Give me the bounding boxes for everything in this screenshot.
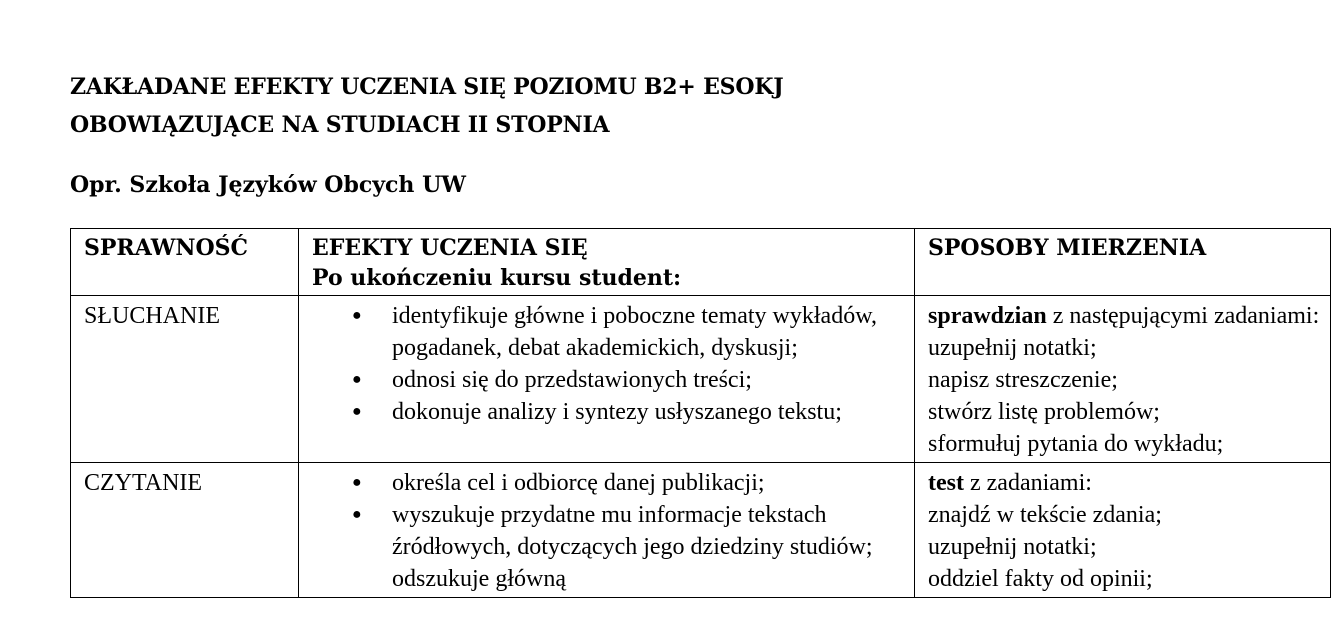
header-effects-line-1: EFEKTY UCZENIA SIĘ xyxy=(312,235,588,261)
header-effects-line-2: Po ukończeniu kursu student: xyxy=(312,265,682,291)
methods-line: napisz streszczenie; xyxy=(928,367,1118,393)
header-effects xyxy=(299,229,915,296)
methods-line: sformułuj pytania do wykładu; xyxy=(928,431,1224,457)
table-row xyxy=(71,463,1331,598)
title-line-2: OBOWIĄZUJĄCE NA STUDIACH II STOPNIA xyxy=(70,112,610,138)
title-line-1: ZAKŁADANE EFEKTY UCZENIA SIĘ POZIOMU B2+ ESOKJ xyxy=(70,74,784,100)
methods-line: stwórz listę problemów; xyxy=(928,399,1160,425)
document-title xyxy=(70,68,783,144)
skill-cell: SŁUCHANIE xyxy=(71,296,299,463)
effects-cell xyxy=(299,296,915,463)
methods-cell xyxy=(915,463,1331,598)
list-item: ● odnosi się do przedstawionych treści; xyxy=(342,364,904,396)
methods-line: znajdź w tekście zdania; xyxy=(928,502,1162,528)
header-skill: SPRAWNOŚĆ xyxy=(71,229,299,296)
methods-bold: sprawdzian xyxy=(928,303,1047,329)
learning-outcomes-table xyxy=(70,228,1331,598)
list-item: ● wyszukuje przydatne mu informacje tekstach źródłowych, dotyczących jego dziedziny studiów; odszukuje główną xyxy=(342,499,904,595)
document-subtitle: Opr. Szkoła Języków Obcych UW xyxy=(70,172,466,198)
learning-outcomes-table-wrapper xyxy=(70,228,1320,598)
list-item: ● dokonuje analizy i syntezy usłyszanego tekstu; xyxy=(342,396,904,428)
list-item: ● określa cel i odbiorcę danej publikacji; xyxy=(342,467,904,499)
methods-intro-rest: z następującymi zadaniami: xyxy=(1046,303,1320,329)
effects-cell xyxy=(299,463,915,598)
list-item: ● identyfikuje główne i poboczne tematy wykładów, pogadanek, debat akademickich, dyskusji; xyxy=(342,300,904,364)
methods-cell xyxy=(915,296,1331,463)
methods-intro-rest: z zadaniami: xyxy=(963,470,1092,496)
effects-list xyxy=(312,300,904,428)
methods-intro xyxy=(928,300,1320,332)
table-row xyxy=(71,296,1331,463)
header-methods: SPOSOBY MIERZENIA xyxy=(915,229,1331,296)
skill-cell: CZYTANIE xyxy=(71,463,299,598)
methods-line: oddziel fakty od opinii; xyxy=(928,566,1153,592)
table-header-row xyxy=(71,229,1331,296)
methods-intro xyxy=(928,467,1320,499)
effects-list xyxy=(312,467,904,595)
methods-bold: test xyxy=(928,470,964,496)
methods-line: uzupełnij notatki; xyxy=(928,335,1097,361)
methods-line: uzupełnij notatki; xyxy=(928,534,1097,560)
